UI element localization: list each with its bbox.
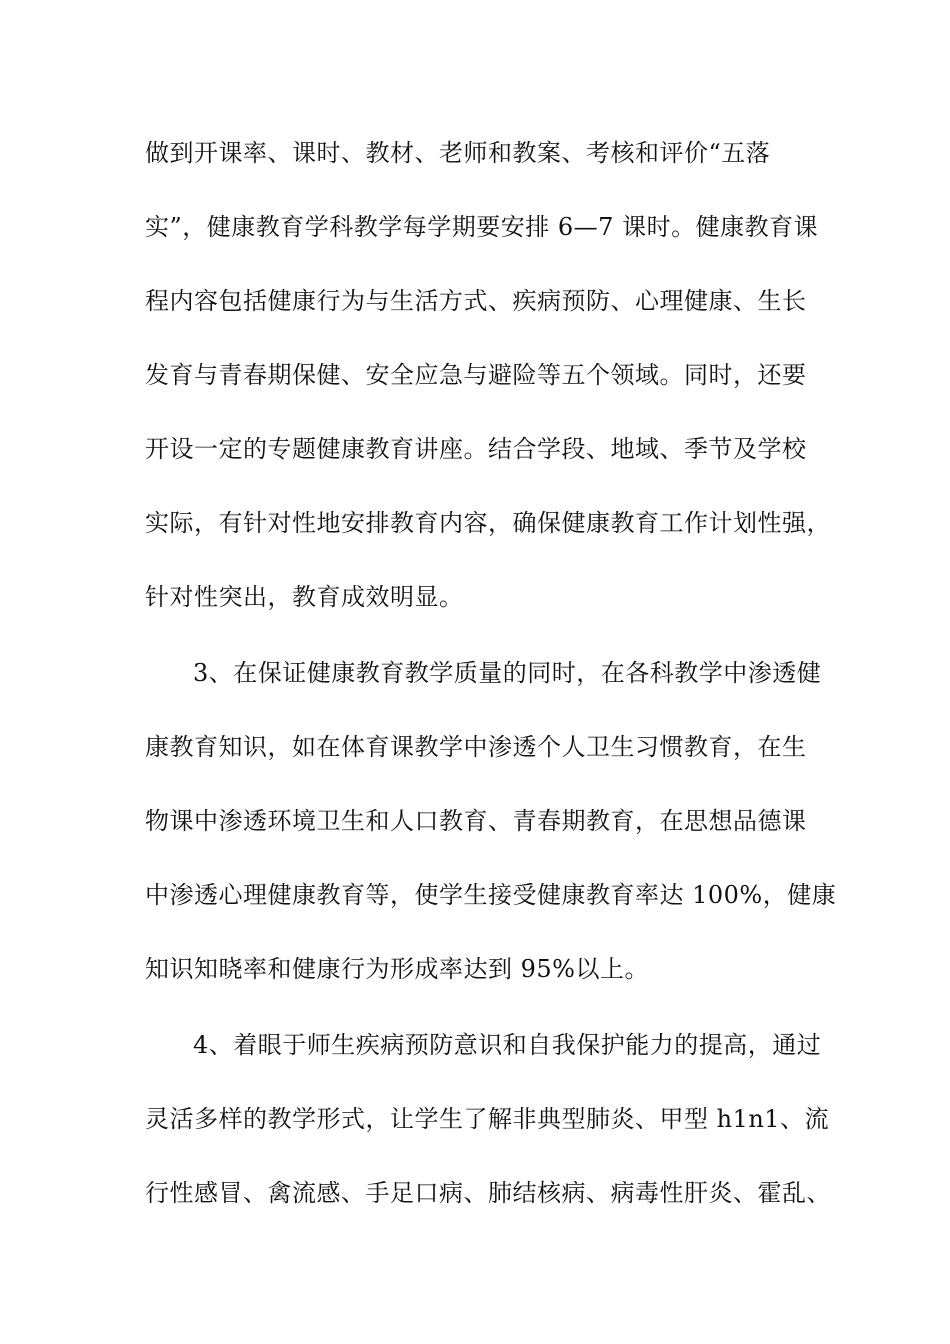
text-line: 发育与青春期保健、安全应急与避险等五个领域。同时，还要 (145, 361, 807, 389)
paragraph-3-first-line: 3、在保证健康教育教学质量的同时，在各科教学中渗透健 (193, 659, 822, 687)
text-line: 实”，健康教育学科教学每学期要安排 6—7 课时。健康教育课 (145, 213, 819, 241)
text-line: 行性感冒、禽流感、手足口病、肺结核病、病毒性肝炎、霍乱、 (145, 1179, 831, 1207)
text-line: 灵活多样的教学形式，让学生了解非典型肺炎、甲型 h1n1、流 (145, 1105, 830, 1133)
text-line: 康教育知识，如在体育课教学中渗透个人卫生习惯教育，在生 (145, 733, 807, 761)
text-line: 中渗透心理健康教育等，使学生接受健康教育率达 100%，健康 (145, 881, 837, 909)
text-line: 知识知晓率和健康行为形成率达到 95%以上。 (145, 955, 649, 983)
text-line: 做到开课率、课时、教材、老师和教案、考核和评价“五落 (145, 139, 771, 167)
text-line: 实际，有针对性地安排教育内容，确保健康教育工作计划性强， (145, 509, 831, 537)
paragraph-4-first-line: 4、着眼于师生疾病预防意识和自我保护能力的提高，通过 (193, 1031, 822, 1059)
text-line: 程内容包括健康行为与生活方式、疾病预防、心理健康、生长 (145, 287, 807, 315)
text-line: 物课中渗透环境卫生和人口教育、青春期教育，在思想品德课 (145, 807, 807, 835)
text-line: 开设一定的专题健康教育讲座。结合学段、地域、季节及学校 (145, 435, 807, 463)
text-line: 针对性突出，教育成效明显。 (145, 583, 464, 611)
